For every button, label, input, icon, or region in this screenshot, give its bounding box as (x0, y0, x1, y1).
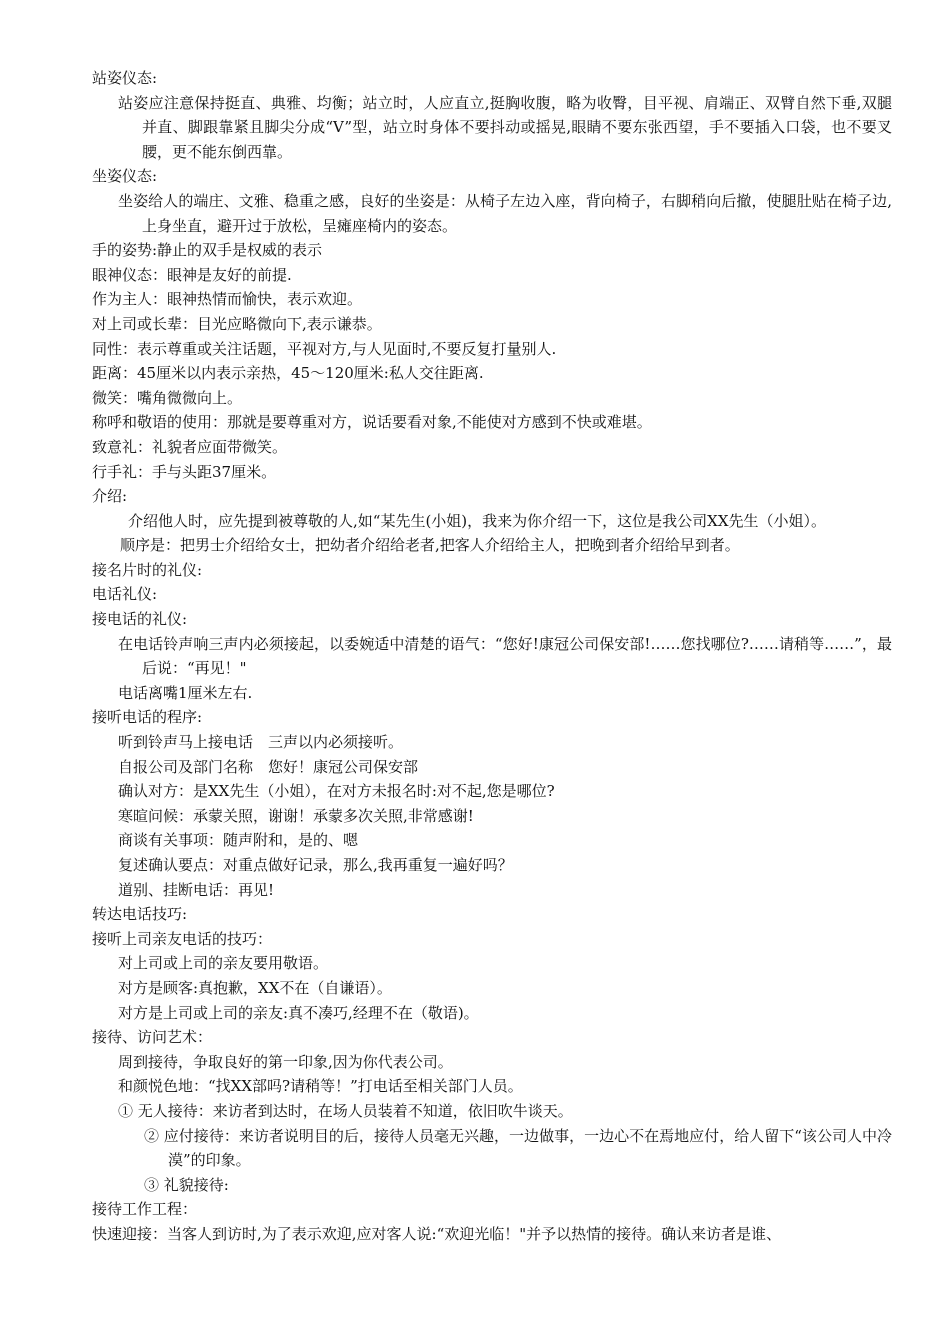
heading-reception-work: 接待工作工程： (92, 1200, 198, 1219)
heading-introduction: 介绍: (92, 487, 128, 506)
heading-transfer-calls: 转达电话技巧: (92, 905, 188, 924)
paragraph-sitting: 坐姿给人的端庄、文雅、稳重之感，良好的坐姿是：从椅子左边入座，背向椅子，右脚稍向后撤，使腿肚贴在椅子边,上身坐直，避开过于放松，呈瘫座椅内的姿态。 (118, 191, 892, 235)
step-confirm-caller: 确认对方：是XX先生（小姐），在对方未报名时:对不起,您是哪位? (118, 782, 555, 801)
line-hand-posture: 手的姿势:静止的双手是权威的表示 (92, 241, 323, 260)
heading-business-card: 接名片时的礼仪: (92, 560, 203, 579)
item-no-reception: ① 无人接待：来访者到达时，在场人员装着不知道，依旧吹牛谈天。 (118, 1101, 573, 1120)
line-distance: 距离：45厘米以内表示亲热，45～120厘米:私人交往距离. (92, 364, 484, 383)
paragraph-introduction-order: 顺序是：把男士介绍给女士，把幼者介绍给老者,把客人介绍给主人，把晚到者介绍给早到者。 (120, 536, 740, 555)
line-caller-boss-relative: 对方是上司或上司的亲友:真不凑巧,经理不在（敬语)。 (118, 1003, 479, 1022)
line-to-superiors: 对上司或长辈：目光应略微向下,表示谦恭。 (92, 314, 382, 333)
heading-standing: 站姿仪态: (92, 69, 158, 87)
line-quick-welcome: 快速迎接：当客人到访时,为了表示欢迎,应对客人说:“欢迎光临！"并予以热情的接待。确认来访者是谁、 (92, 1224, 782, 1243)
line-as-host: 作为主人：眼神热情而愉快，表示欢迎。 (92, 290, 363, 309)
line-phone-distance: 电话离嘴1厘米左右. (118, 683, 253, 702)
heading-phone-etiquette: 电话礼仪: (92, 585, 158, 604)
line-smile: 微笑：嘴角微微向上。 (92, 388, 243, 407)
step-discuss: 商谈有关事项：随声附和，是的、嗯 (118, 831, 359, 850)
heading-sitting: 坐姿仪态: (92, 167, 158, 186)
item-perfunctory-reception: ② 应付接待：来访者说明目的后，接待人员毫无兴趣，一边做事，一边心不在焉地应付，给人留下“该公司人中冷漠”的印象。 (144, 1126, 892, 1170)
step-repeat-points: 复述确认要点：对重点做好记录，那么,我再重复一遍好吗？ (118, 856, 513, 874)
line-same-sex: 同性：表示尊重或关注话题，平视对方,与人见面时,不要反复打量别人. (92, 339, 557, 358)
line-use-honorifics: 对上司或上司的亲友要用敬语。 (118, 954, 329, 973)
heading-reception-visit: 接待、访问艺术： (92, 1028, 213, 1047)
item-polite-reception: ③ 礼貌接待: (144, 1175, 229, 1194)
line-eye-contact: 眼神仪态：眼神是友好的前提. (92, 265, 292, 284)
paragraph-introduce-others: 介绍他人时，应先提到被尊敬的人,如“某先生(小姐)，我来为你介绍一下，这位是我公司XX先生（小姐）。 (128, 511, 827, 530)
step-pick-up: 听到铃声马上接电话 三声以内必须接听。 (118, 733, 404, 752)
document-body (92, 66, 892, 1247)
line-first-impression: 周到接待，争取良好的第一印象,因为你代表公司。 (118, 1052, 453, 1071)
line-salute: 行手礼：手与头距37厘米。 (92, 462, 277, 481)
line-address-honorifics: 称呼和敬语的使用：那就是要尊重对方，说话要看对象,不能使对方感到不快或难堪。 (92, 413, 652, 432)
line-pleasant-manner: 和颜悦色地：“找XX部吗?请稍等！”打电话至相关部门人员。 (118, 1077, 523, 1096)
heading-boss-relatives-calls: 接听上司亲友电话的技巧： (92, 929, 273, 948)
heading-answer-procedure: 接听电话的程序: (92, 708, 203, 727)
step-greetings: 寒暄问候：承蒙关照，谢谢！承蒙多次关照,非常感谢! (118, 806, 474, 825)
heading-answer-phone: 接电话的礼仪: (92, 610, 188, 629)
line-caller-customer: 对方是顾客:真抱歉，XX不在（自谦语）。 (118, 978, 392, 997)
step-hang-up: 道别、挂断电话：再见! (118, 880, 275, 899)
paragraph-standing: 站姿应注意保持挺直、典雅、均衡；站立时，人应直立,挺胸收腹，略为收臀，目平视、肩端正、双臂自然下垂,双腿并直、脚跟靠紧且脚尖分成“V”型，站立时身体不要抖动或摇晃,眼睛不要东张西望，手不要插入口袋，也不要叉腰，更不能东倒西靠。 (118, 93, 892, 161)
step-identify-self: 自报公司及部门名称 您好！康冠公司保安部 (118, 757, 419, 776)
line-greeting-courtesy: 致意礼：礼貌者应面带微笑。 (92, 437, 288, 456)
paragraph-answer-phone: 在电话铃声响三声内必须接起，以委婉适中清楚的语气：“您好!康冠公司保安部!……您找哪位?……请稍等……”，最后说：“再见！" (118, 634, 892, 678)
